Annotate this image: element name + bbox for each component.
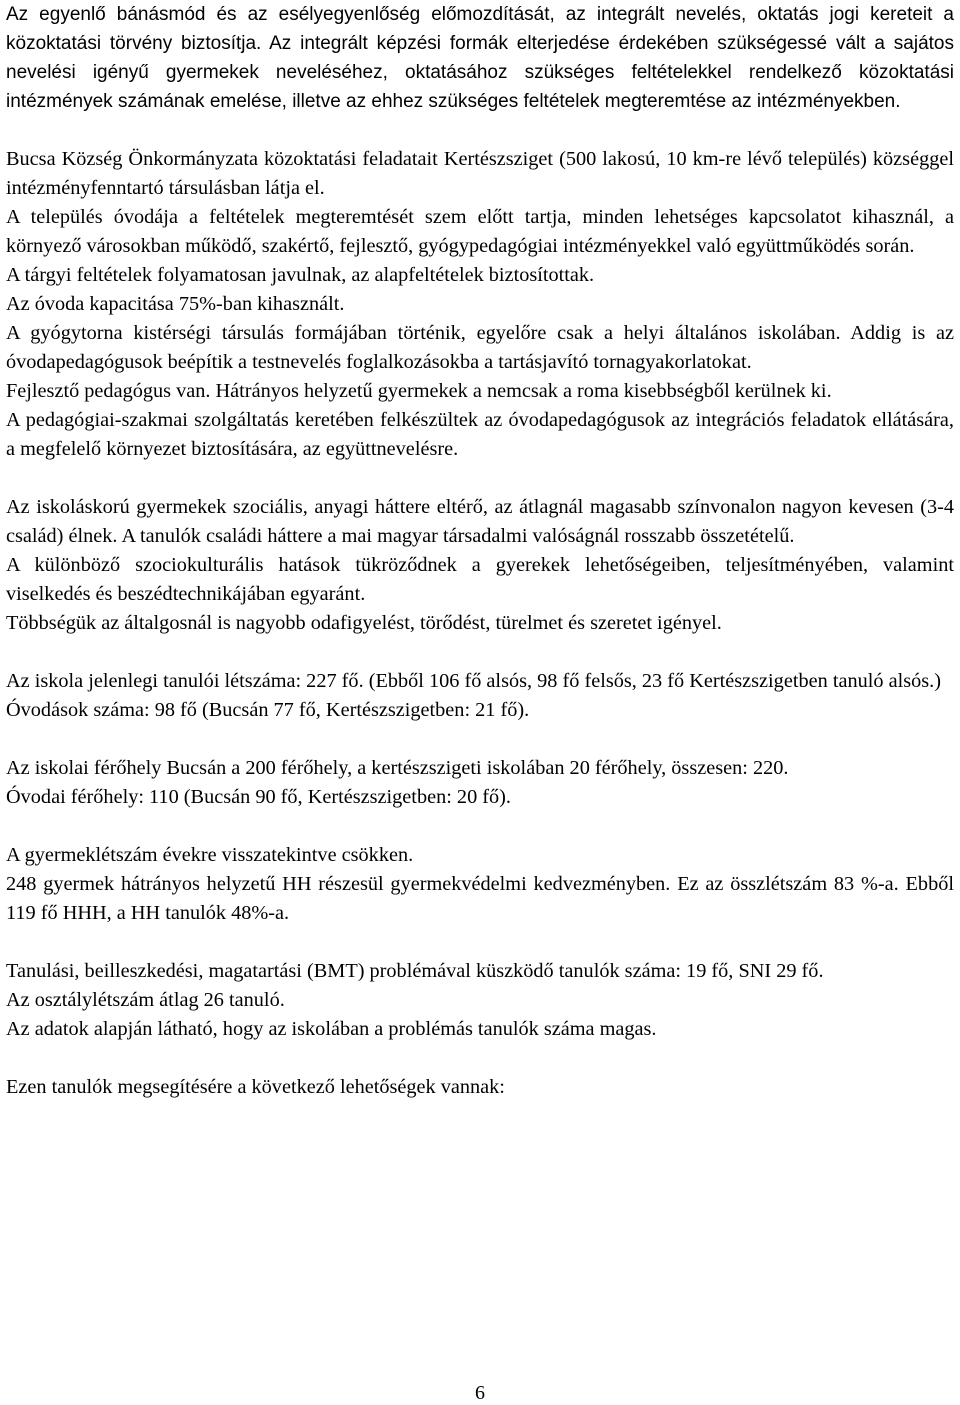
paragraph-tobbseguk: Többségük az általgosnál is nagyobb odafigyelést, törődést, türelmet és szeretet igényel. [6,612,722,634]
paragraph-hh: 248 gyermek hátrányos helyzetű HH részesül gyermekvédelmi kedvezményben. Ez az összlétszám 83 %-a. Ebből 119 fő HHH, a HH tanulók 48%-a. [6,873,954,924]
paragraph-atlag: Az osztálylétszám átlag 26 tanuló. [6,989,285,1011]
intro-paragraph: Az egyenlő bánásmód és az esélyegyenlőség előmozdítását, az integrált nevelés, oktatás jogi kereteit a közoktatási törvény biztosítja. Az integrált képzési formák elterjedése érdekében szükségessé vált a sajátos nevelési igényű gyermekek neveléséhez, oktatásához szükséges feltételekkel rendelkező közoktatási intézmények számának emelése, illetve az ehhez szükséges feltételek megteremtése az intézményekben. [6,4,954,112]
paragraph-ferohely: Az iskolai férőhely Bucsán a 200 férőhely, a kertészszigeti iskolában 20 férőhely, összesen: 220. [6,757,789,779]
paragraph-csokken: A gyermeklétszám évekre visszatekintve csökken. [6,844,414,866]
paragraph-letszam: Az iskola jelenlegi tanulói létszáma: 227 fő. (Ebből 106 fő alsós, 98 fő felsős, 23 fő Kertészszigetben tanuló alsós.) [6,670,941,692]
paragraph-kulonbozo: A különböző szociokulturális hatások tükröződnek a gyerekek lehetőségeiben, teljesítményében, valamint viselkedés és beszédtechnikájában egyaránt. [6,554,954,605]
paragraph-ovodai-ferohely: Óvodai férőhely: 110 (Bucsán 90 fő, Kertészszigetben: 20 fő). [6,786,512,808]
paragraph-bmt: Tanulási, beilleszkedési, magatartási (BMT) problémával küszködő tanulók száma: 19 fő, SNI 29 fő. [6,960,824,982]
paragraph-ovoda: A település óvodája a feltételek megteremtését szem előtt tartja, minden lehetséges kapcsolatot kihasznál, a környező városokban működő, szakértő, fejlesztő, gyógypedagógiai intézményekkel való együttműködés során. [6,206,954,257]
page-number: 6 [475,1382,485,1404]
paragraph-kapacitas: Az óvoda kapacitása 75%-ban kihasznált. [6,293,345,315]
paragraph-ovodasok: Óvodások száma: 98 fő (Bucsán 77 fő, Kertészszigetben: 21 fő). [6,699,530,721]
paragraph-pedagogiai: A pedagógiai-szakmai szolgáltatás keretében felkészültek az óvodapedagógusok az integrációs feladatok ellátására, a megfelelő környezet biztosítására, az együttnevelésre. [6,409,954,460]
paragraph-targyi-feltetelek: A tárgyi feltételek folyamatosan javulnak, az alapfeltételek biztosítottak. [6,264,595,286]
document-page [6,0,954,1102]
paragraph-gyogytorna: A gyógytorna kistérségi társulás formájában történik, egyelőre csak a helyi általános iskolában. Addig is az óvodapedagógusok beépítik a testnevelés foglalkozásokba a tartásjavító tornagyakorlatokat. [6,322,954,373]
paragraph-adatok: Az adatok alapján látható, hogy az iskolában a problémás tanulók száma magas. [6,1018,657,1040]
paragraph-bucsa: Bucsa Község Önkormányzata közoktatási feladatait Kertészsziget (500 lakosú, 10 km-re lévő település) községgel intézményfenntartó társulásban látja el. [6,148,954,199]
paragraph-iskolaskoru: Az iskoláskorú gyermekek szociális, anyagi háttere eltérő, az átlagnál magasabb színvonalon nagyon kevesen (3-4 család) élnek. A tanulók családi háttere a mai magyar társadalmi valóságnál rosszabb összetételű. [6,496,954,547]
paragraph-fejleszto: Fejlesztő pedagógus van. Hátrányos helyzetű gyermekek a nemcsak a roma kisebbségből kerülnek ki. [6,380,832,402]
paragraph-ezen: Ezen tanulók megsegítésére a következő lehetőségek vannak: [6,1076,505,1098]
